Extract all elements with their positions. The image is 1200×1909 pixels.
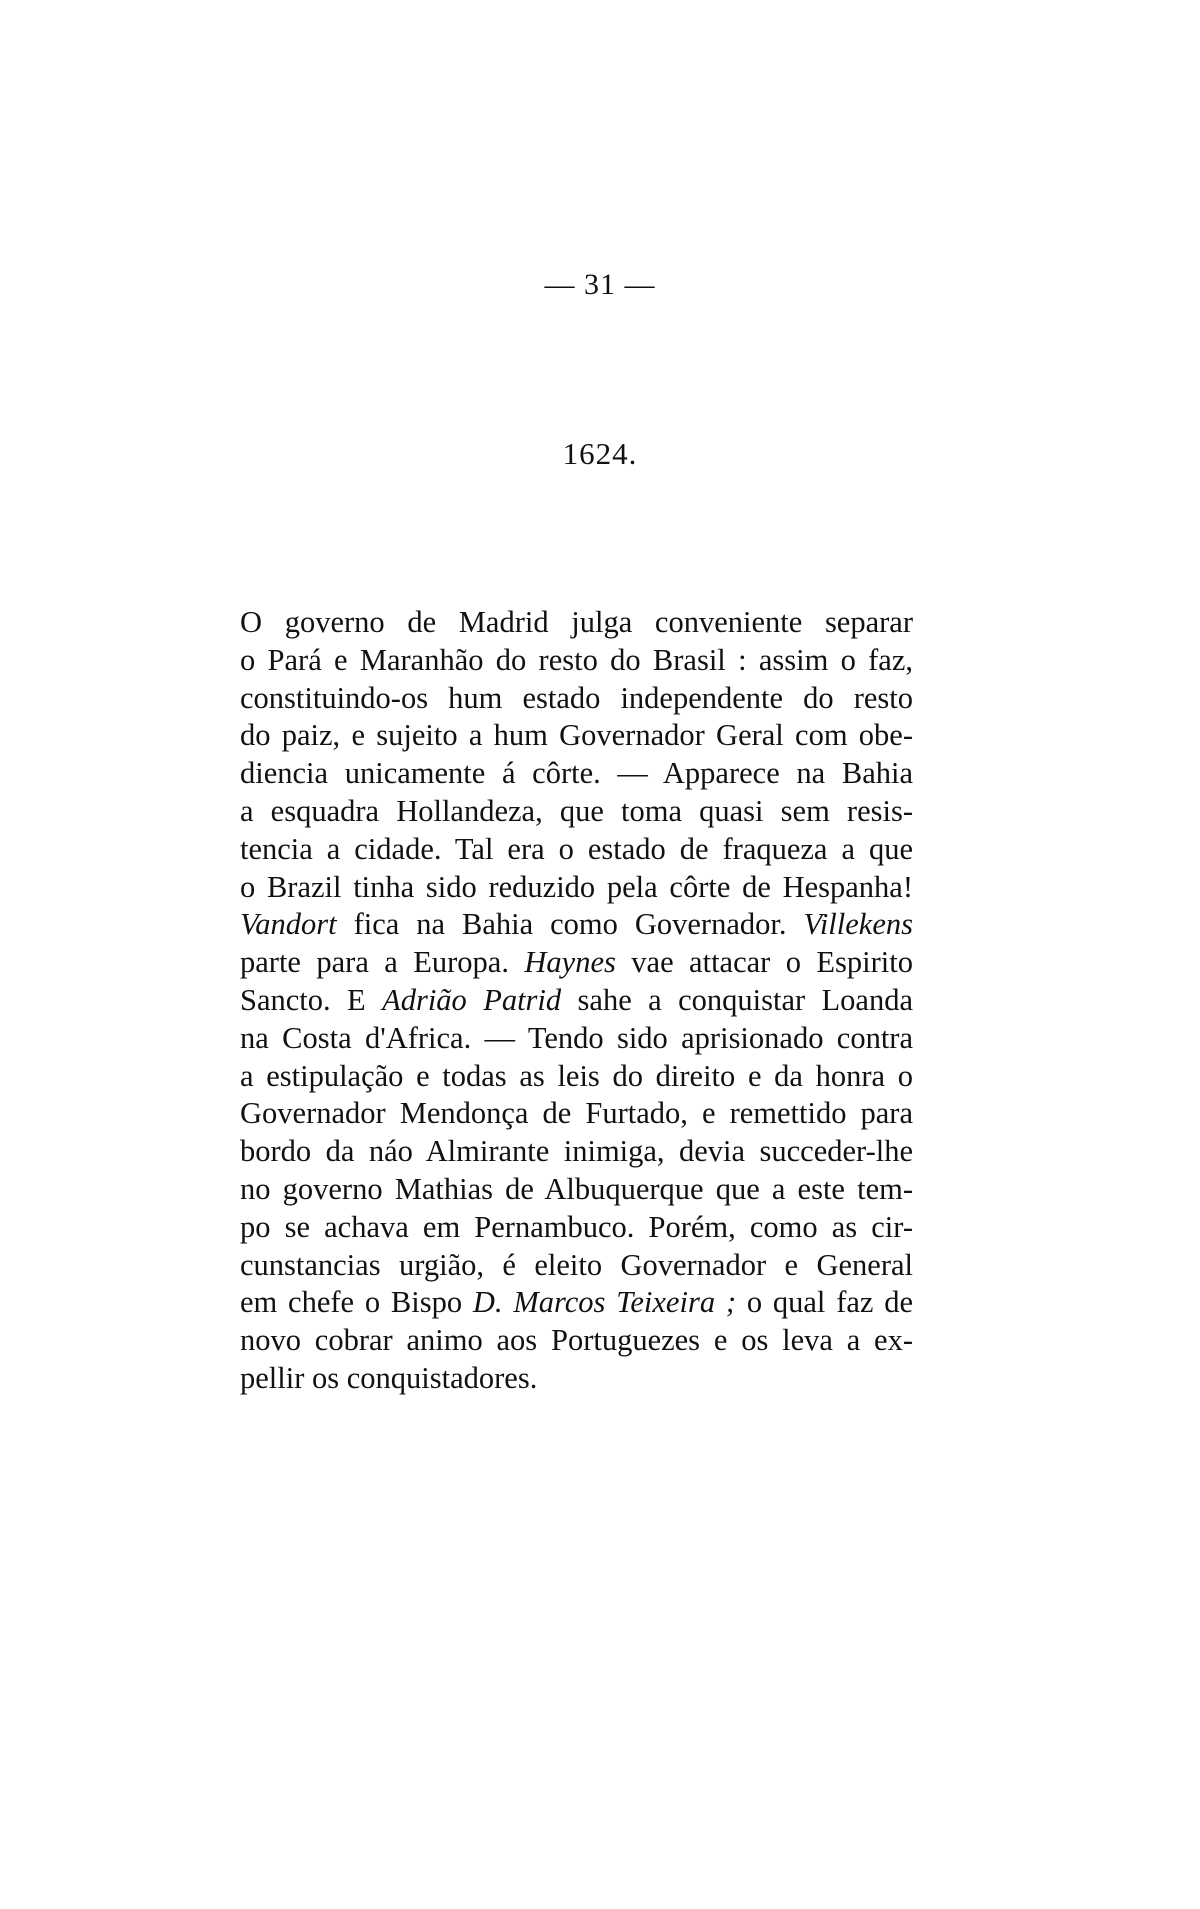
text-line bbox=[240, 755, 913, 793]
italic-name: Vandort bbox=[240, 907, 337, 942]
text-segment: Governador Mendonça de Furtado, e remettido para bbox=[240, 1096, 913, 1131]
year-heading: 1624. bbox=[562, 436, 638, 471]
text-segment: novo cobrar animo aos Portuguezes e os leva a ex- bbox=[240, 1323, 913, 1358]
text-segment: parte para a Europa. bbox=[240, 945, 525, 980]
text-segment: no governo Mathias de Albuquerque que a este tem- bbox=[240, 1171, 913, 1206]
text-line bbox=[240, 680, 913, 718]
text-segment: fica na Bahia como Governador. bbox=[336, 907, 804, 942]
italic-name: Haynes bbox=[524, 945, 616, 980]
text-line bbox=[240, 1209, 913, 1247]
text-segment: constituindo-os hum estado independente do resto bbox=[240, 680, 913, 715]
text-segment: a esquadra Hollandeza, que toma quasi sem resis- bbox=[240, 793, 913, 828]
text-segment: vae attacar o Espirito bbox=[615, 945, 913, 980]
text-segment: a estipulação e todas as leis do direito e da honra o bbox=[240, 1058, 913, 1093]
text-line bbox=[240, 1133, 913, 1171]
text-segment: sahe a conquistar Loanda bbox=[561, 982, 913, 1017]
italic-name: D. Marcos Teixeira ; bbox=[472, 1285, 737, 1320]
text-segment: cunstancias urgião, é eleito Governador e General bbox=[240, 1247, 913, 1282]
page-number: — 31 — bbox=[544, 268, 656, 301]
text-segment: O governo de Madrid julga conveniente separar bbox=[240, 605, 913, 639]
text-segment: na Costa d'Africa. — Tendo sido aprisionado contra bbox=[240, 1020, 913, 1055]
text-line bbox=[240, 604, 913, 642]
text-segment: em chefe o Bispo bbox=[240, 1285, 473, 1320]
text-line bbox=[240, 1171, 913, 1209]
text-line bbox=[240, 1247, 913, 1285]
text-line bbox=[240, 906, 913, 944]
text-line bbox=[240, 1020, 913, 1058]
text-segment: pellir os conquistadores. bbox=[240, 1360, 538, 1395]
text-line bbox=[240, 717, 913, 755]
text-line bbox=[240, 793, 913, 831]
text-line bbox=[240, 1284, 913, 1322]
text-segment: po se achava em Pernambuco. Porém, como as cir- bbox=[240, 1209, 913, 1244]
text-line bbox=[240, 642, 913, 680]
text-segment: diencia unicamente á côrte. — Apparece na Bahia bbox=[240, 756, 913, 791]
text-line bbox=[240, 1095, 913, 1133]
italic-name: Adrião Patrid bbox=[382, 982, 562, 1017]
text-segment: do paiz, e sujeito a hum Governador Geral com obe- bbox=[240, 718, 913, 753]
text-line bbox=[240, 1058, 913, 1096]
text-line bbox=[240, 1322, 913, 1360]
text-segment: o Brazil tinha sido reduzido pela côrte de Hespanha! bbox=[240, 869, 913, 904]
text-segment: o Pará e Maranhão do resto do Brasil : assim o faz, bbox=[240, 642, 913, 677]
text-segment: bordo da náo Almirante inimiga, devia succeder-lhe bbox=[240, 1134, 913, 1169]
text-line bbox=[240, 944, 913, 982]
text-line bbox=[240, 831, 913, 869]
text-line bbox=[240, 1360, 913, 1398]
body-paragraph bbox=[240, 604, 913, 1398]
text-segment: tencia a cidade. Tal era o estado de fraqueza a que bbox=[240, 831, 913, 866]
text-segment: Sancto. E bbox=[240, 982, 383, 1017]
italic-name: Villekens bbox=[803, 907, 913, 942]
text-line bbox=[240, 869, 913, 907]
text-line bbox=[240, 982, 913, 1020]
text-segment: o qual faz de bbox=[736, 1285, 914, 1320]
